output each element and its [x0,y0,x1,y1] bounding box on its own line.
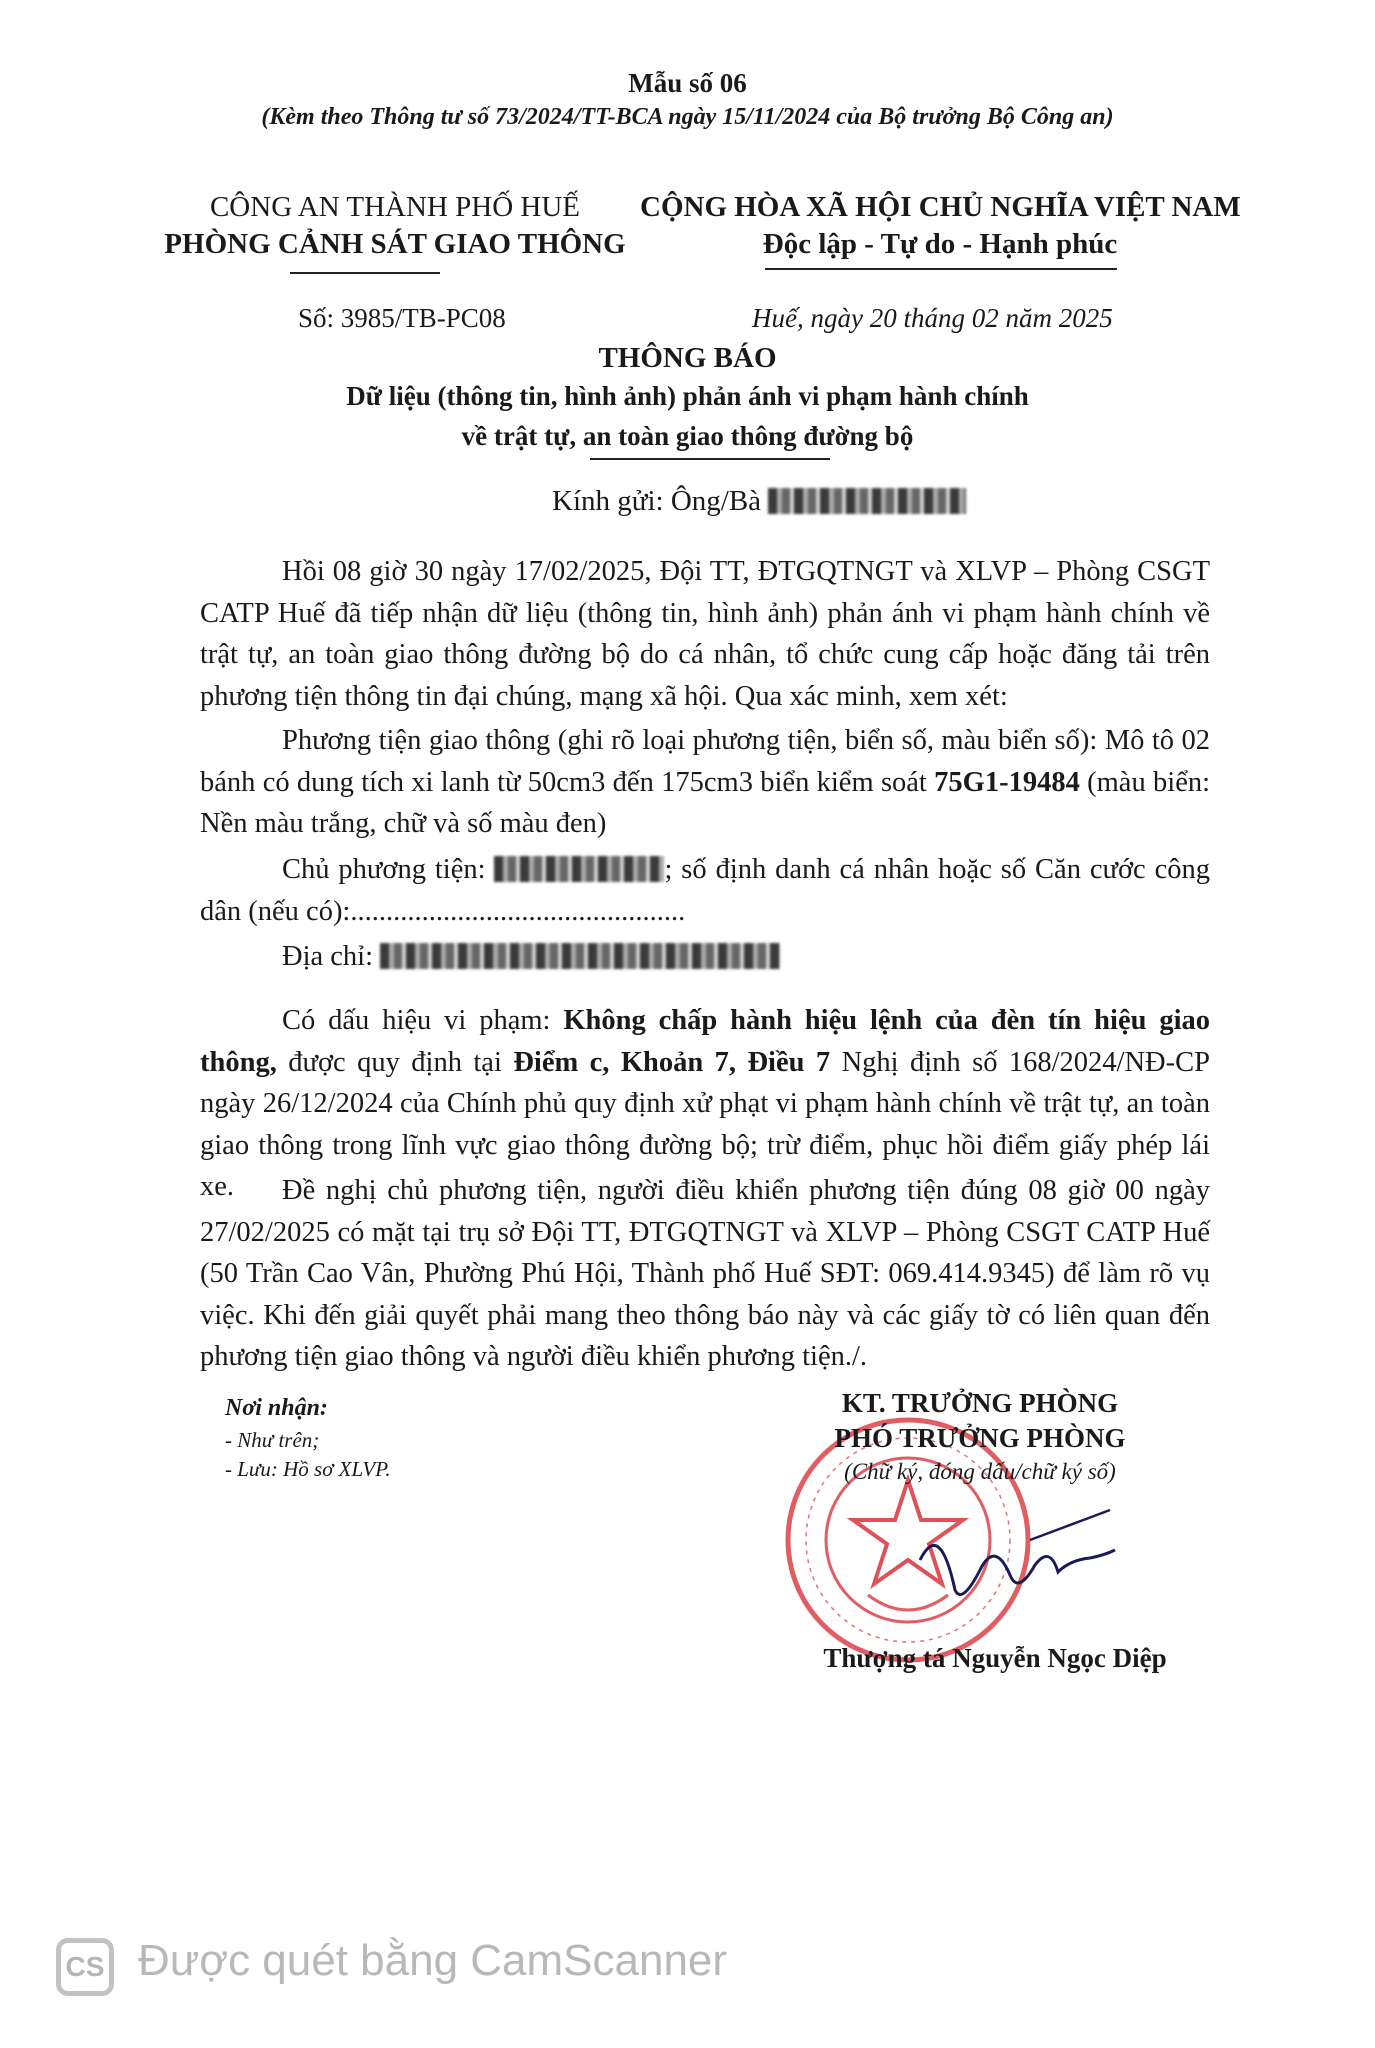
state-line1: CỘNG HÒA XÃ HỘI CHỦ NGHĨA VIỆT NAM [640,191,1241,223]
violation-clause: Điểm c, Khoản 7, Điều 7 [513,1046,831,1078]
page-title: THÔNG BÁO [598,342,777,374]
paragraph-address [200,936,1210,978]
form-number: Mẫu số 06 [628,68,747,98]
greeting [552,485,966,518]
place-date: Huế, ngày 20 tháng 02 năm 2025 [752,303,1113,333]
issuer-line2: PHÒNG CẢNH SÁT GIAO THÔNG [164,228,626,260]
violation-label: Có dấu hiệu vi phạm: [282,1005,564,1036]
paragraph-reception: Hồi 08 giờ 30 ngày 17/02/2025, Đội TT, ĐTGQTNGT và XLVP – Phòng CSGT CATP Huế đã tiếp nhận dữ liệu (thông tin, hình ảnh) phản ánh vi phạm hành chính về trật tự, an toàn giao thông đường bộ do cá nhân, tổ chức cung cấp hoặc đăng tải trên phương tiện thông tin đại chúng, mạng xã hội. Qua xác minh, xem xét: [200,556,1210,712]
paragraph-request: Đề nghị chủ phương tiện, người điều khiển phương tiện đúng 08 giờ 00 ngày 27/02/2025 có mặt tại trụ sở Đội TT, ĐTGQTNGT và XLVP – Phòng CSGT CATP Huế (50 Trần Cao Vân, Phường Phú Hội, Thành phố Huế SĐT: 069.414.9345) để làm rõ vụ việc. Khi đến giải quyết phải mang theo thông báo này và các giấy tờ có liên quan đến phương tiện giao thông và người điều khiển phương tiện./. [200,1175,1210,1372]
redacted-owner-name [494,856,664,882]
paragraph-owner [200,849,1210,932]
owner-id-text: ; số định danh cá nhân hoặc số Căn cước công dân (nếu có):............................................... [200,854,1211,927]
vehicle-description: Phương tiện giao thông (ghi rõ loại phương tiện, biển số, màu biển số): Mô tô 02 bánh có dung tích xi lanh từ 50cm3 đến 175cm3 biển kiểm soát [200,725,1210,798]
handwritten-signature [900,1500,1130,1610]
form-reference: (Kèm theo Thông tư số 73/2024/TT-BCA ngày 15/11/2024 của Bộ trưởng Bộ Công an) [261,104,1114,130]
signature-title: KT. TRƯỞNG PHÒNG [841,1388,1119,1418]
owner-label: Chủ phương tiện: [282,854,495,885]
recipients-item: - Lưu: Hồ sơ XLVP. [225,1457,391,1481]
redacted-recipient-name [768,488,966,514]
state-motto: Độc lập - Tự do - Hạnh phúc [762,228,1118,260]
recipients-heading: Nơi nhận: [225,1395,328,1421]
license-plate: 75G1-19484 [934,766,1080,798]
subtitle-line1: Dữ liệu (thông tin, hình ảnh) phản ánh vi phạm hành chính [346,381,1029,411]
signer-name: Thượng tá Nguyễn Ngọc Diệp [823,1643,1167,1673]
subtitle-underline [590,458,830,460]
greeting-label: Kính gửi: Ông/Bà [552,485,762,517]
decree-text: Nghị định số 168/2024/NĐ-CP ngày 26/12/2024 của Chính phủ quy định xử phạt vi phạm hành chính về trật tự, an toàn giao thông trong lĩnh vực giao thông đường bộ; trừ điểm, phục hồi điểm giấy phép lái xe. [200,1046,1210,1202]
address-label: Địa chỉ: [282,941,381,972]
issuer-line1: CÔNG AN THÀNH PHỐ HUẾ [209,191,581,223]
violation-text: Không chấp hành hiệu lệnh của đèn tín hiệu giao thông, [200,1005,1210,1078]
recipients-item: - Như trên; [225,1428,320,1452]
plate-color: (màu biển: Nền màu trắng, chữ và số màu đen) [200,766,1211,839]
redacted-address [380,943,780,969]
violation-connector: được quy định tại [276,1046,514,1078]
camscanner-watermark: Được quét bằng CamScanner [138,1936,728,1985]
issuer-underline [290,272,440,274]
camscanner-logo-icon: CS [56,1938,114,1996]
subtitle-line2: về trật tự, an toàn giao thông đường bộ [461,421,914,451]
document-number: Số: 3985/TB-PC08 [298,303,506,333]
signature-subtitle: PHÓ TRƯỞNG PHÒNG [834,1423,1126,1453]
motto-underline [765,268,1117,270]
signature-note: (Chữ ký, đóng dấu/chữ ký số) [844,1459,1116,1484]
paragraph-vehicle [200,720,1210,845]
